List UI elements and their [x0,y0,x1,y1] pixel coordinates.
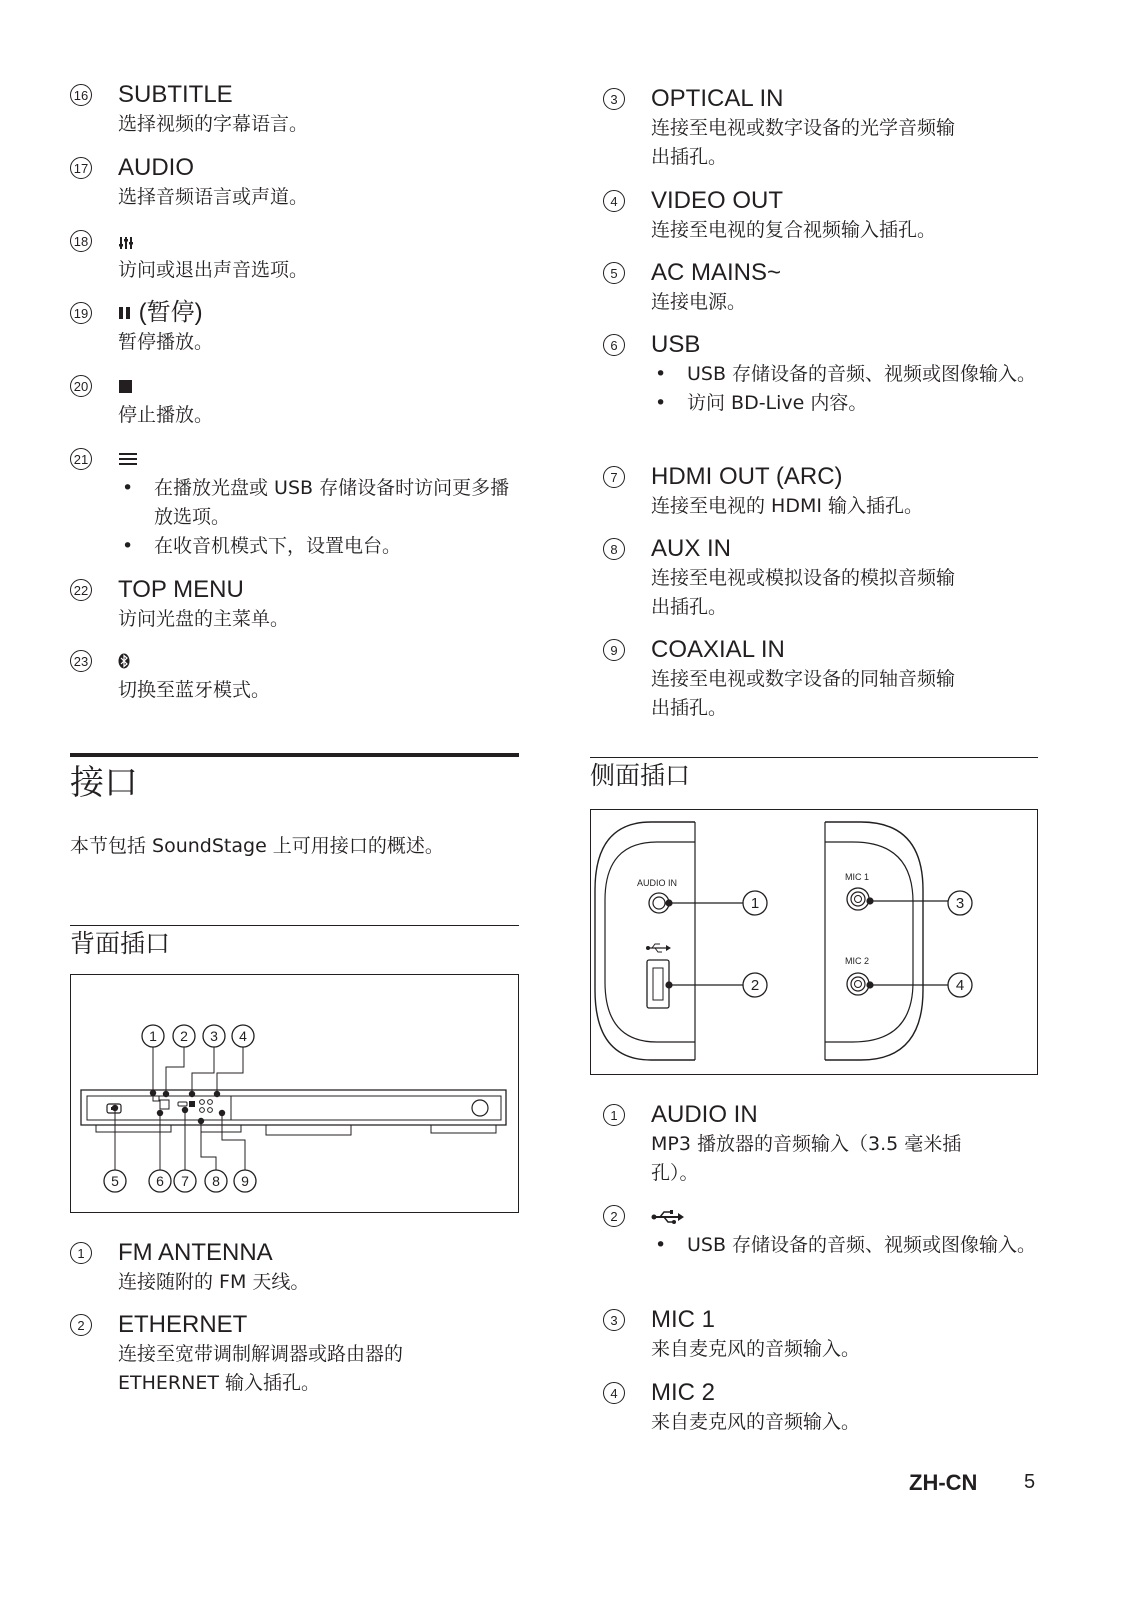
section-rule [70,753,519,757]
subsection-rule [590,757,1038,758]
desc-line: MP3 播放器的音频输入（3.5 毫米插 [651,1133,962,1155]
item-desc: 连接随附的 FM 天线。 [118,1271,310,1293]
item-title [118,298,203,328]
side-connectors-diagram [590,809,1038,1075]
item-title: VIDEO OUT [651,187,784,214]
item-title [118,646,130,676]
item-number: 18 [70,230,92,252]
callout-label: 7 [181,1173,189,1189]
item-number: 1 [603,1104,625,1126]
bullet-item: • 在收音机模式下，设置电台。 [118,532,518,561]
desc-line: 连接至电视或数字设备的光学音频输 [651,117,956,139]
item-number: 9 [603,639,625,661]
item-desc: 访问光盘的主菜单。 [118,608,290,630]
item-number: 21 [70,448,92,470]
rear-connectors-diagram [70,974,519,1213]
item-desc [651,665,1061,723]
item-title: OPTICAL IN [651,85,784,112]
item-title: USB [651,331,701,358]
item-title: COAXIAL IN [651,636,785,663]
usb-icon [646,944,671,952]
item-desc [651,1130,1061,1188]
item-title: MIC 1 [651,1306,716,1333]
desc-line: ETHERNET 输入插孔。 [118,1372,320,1394]
mic1-label: MIC 1 [845,872,870,882]
item-title: TOP MENU [118,576,244,603]
callout-label: 5 [111,1173,119,1189]
item-number: 23 [70,650,92,672]
bullet-item: • USB 存储设备的音频、视频或图像输入。 [651,1231,1051,1260]
subsection-heading: 侧面插口 [590,761,691,790]
item-desc: 选择视频的字幕语言。 [118,113,309,135]
callout-label: 1 [750,895,760,912]
item-number: 19 [70,302,92,324]
item-number: 4 [603,1382,625,1404]
callout-label: 4 [239,1028,247,1044]
desc-line: 出插孔。 [651,596,728,618]
item-number: 16 [70,84,92,106]
bullet-item: • 访问 BD-Live 内容。 [651,389,1051,418]
page-number: 5 [1024,1471,1036,1493]
desc-line: 连接至电视或数字设备的同轴音频输 [651,668,956,690]
item-desc: 停止播放。 [118,404,214,426]
item-title [118,444,138,474]
desc-line: 出插孔。 [651,146,728,168]
callout-label: 6 [156,1173,164,1189]
item-bullets [118,474,518,561]
audio-in-label: AUDIO IN [637,878,678,888]
callout-label: 3 [955,895,965,912]
item-title: FM ANTENNA [118,1239,273,1266]
item-title: ETHERNET [118,1311,248,1338]
item-desc: 暂停播放。 [118,331,214,353]
callout-label: 9 [241,1173,249,1189]
item-desc [118,1340,528,1398]
item-desc: 连接至电视的 HDMI 输入插孔。 [651,495,923,517]
rear-panel-illustration [71,975,518,1212]
item-number: 2 [603,1205,625,1227]
bluetooth-icon [118,653,130,669]
options-menu-icon [118,451,138,467]
item-title [118,226,134,256]
item-title: AUDIO [118,154,195,181]
footer-language: ZH-CN [909,1470,978,1495]
item-number: 4 [603,190,625,212]
item-title: AUX IN [651,535,732,562]
desc-line: 出插孔。 [651,697,728,719]
item-desc: 来自麦克风的音频输入。 [651,1338,861,1360]
item-number: 3 [603,1309,625,1331]
section-heading: 接口 [70,763,138,803]
item-number: 6 [603,334,625,356]
section-intro: 本节包括 SoundStage 上可用接口的概述。 [70,835,444,857]
item-bullets [651,1231,1051,1260]
item-number: 8 [603,538,625,560]
desc-line: 连接至电视或模拟设备的模拟音频输 [651,567,956,589]
item-title: AC MAINS~ [651,259,782,286]
item-title: AUDIO IN [651,1101,758,1128]
item-desc: 连接至电视的复合视频输入插孔。 [651,219,937,241]
mic2-label: MIC 2 [845,956,870,966]
callout-label: 8 [212,1173,220,1189]
item-number: 22 [70,579,92,601]
pause-icon [118,305,132,321]
bullet-item: • USB 存储设备的音频、视频或图像输入。 [651,360,1051,389]
pause-label: (暂停) [138,299,203,326]
desc-line: 孔）。 [651,1162,699,1184]
subsection-heading: 背面插口 [70,929,171,958]
item-number: 17 [70,157,92,179]
item-number: 20 [70,375,92,397]
item-desc: 访问或退出声音选项。 [118,259,309,281]
item-desc [651,114,1061,172]
side-panel-illustration [591,810,1037,1074]
item-desc [651,564,1061,622]
callout-label: 2 [750,977,760,994]
desc-line: 连接至宽带调制解调器或路由器的 [118,1343,404,1365]
callout-label: 3 [210,1028,218,1044]
sound-settings-icon [118,234,134,250]
item-desc: 切换至蓝牙模式。 [118,679,271,701]
item-number: 2 [70,1314,92,1336]
item-title: SUBTITLE [118,81,233,108]
item-title [118,371,134,401]
item-number: 1 [70,1242,92,1264]
item-number: 3 [603,88,625,110]
bullet-item: • 在播放光盘或 USB 存储设备时访问更多播放选项。 [118,474,518,532]
item-title: MIC 2 [651,1379,716,1406]
usb-icon [651,1208,685,1226]
callout-label: 4 [955,977,965,994]
item-number: 5 [603,262,625,284]
item-title [651,1201,685,1231]
callout-label: 2 [180,1028,188,1044]
item-bullets [651,360,1051,418]
subsection-rule [70,925,519,926]
item-title: HDMI OUT (ARC) [651,463,843,490]
item-number: 7 [603,466,625,488]
item-desc: 选择音频语言或声道。 [118,186,309,208]
item-desc: 连接电源。 [651,291,747,313]
item-desc: 来自麦克风的音频输入。 [651,1411,861,1433]
callout-label: 1 [149,1028,157,1044]
stop-icon [118,378,134,394]
